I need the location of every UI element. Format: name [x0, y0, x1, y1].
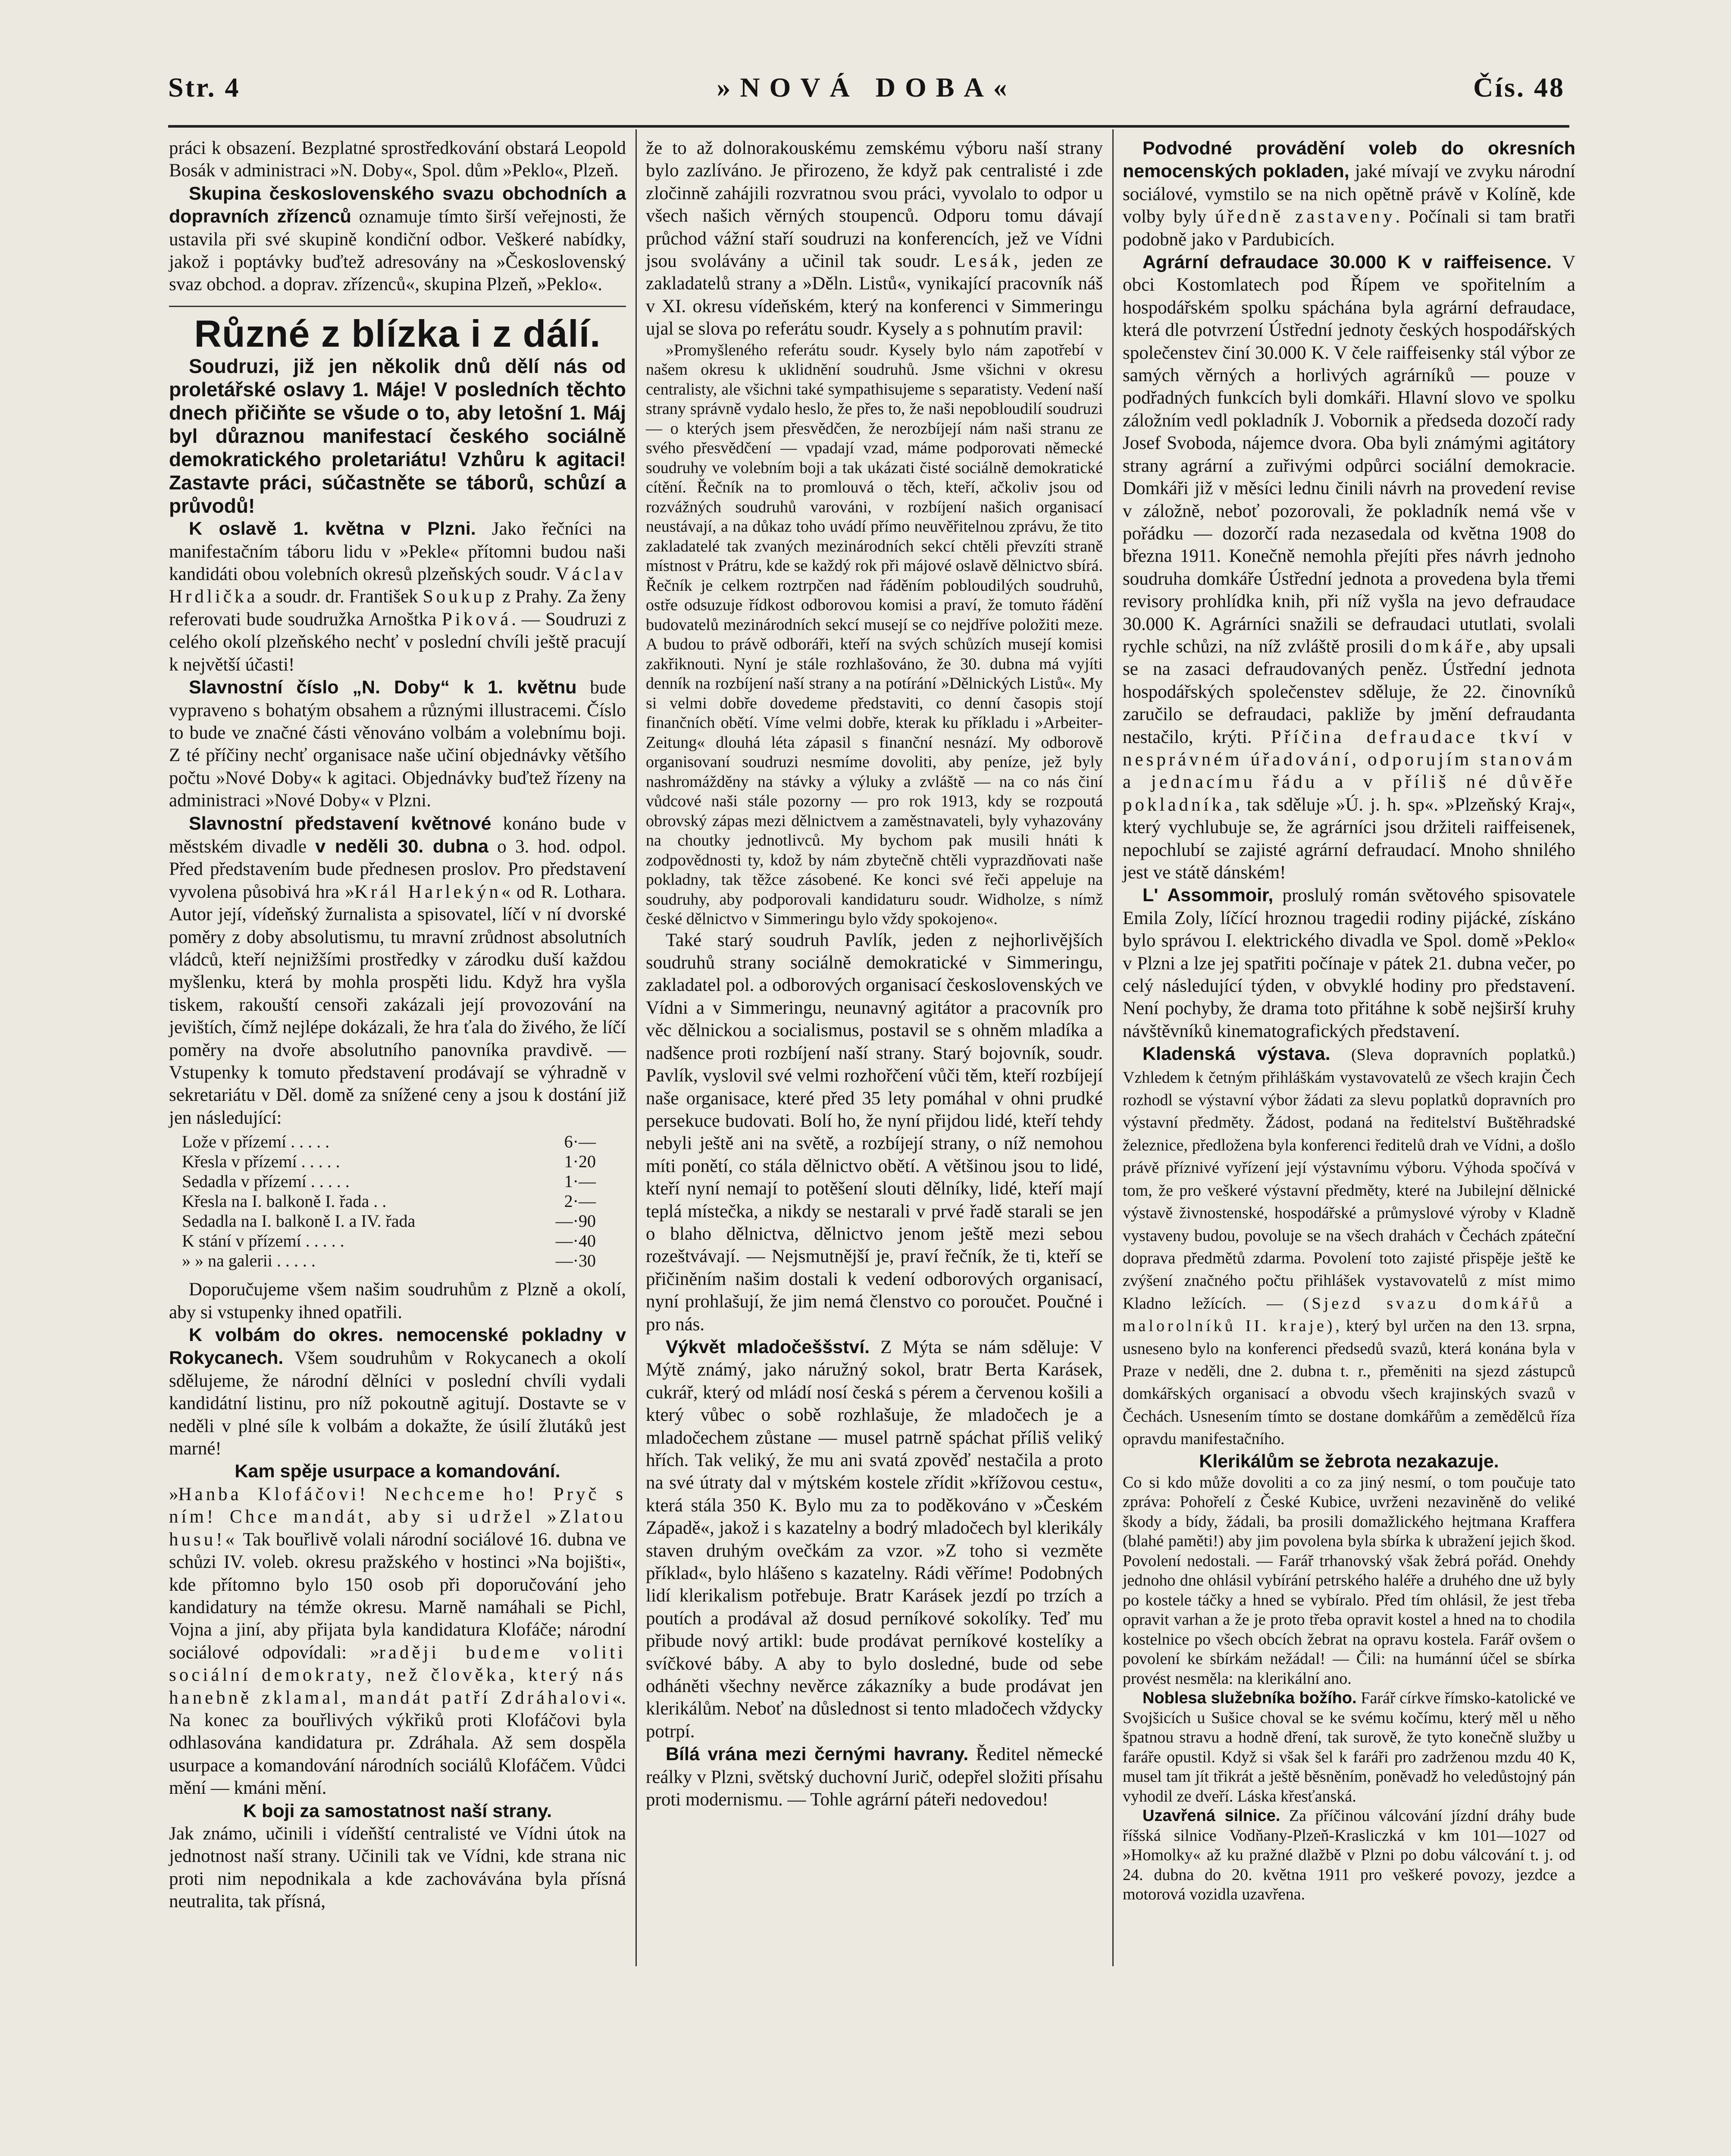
may-day-appeal: Soudruzi, již jen několik dnů dělí nás od proletářské oslavy 1. Máje! V posledních těchto dnech přičiňte se všude o to, aby letošní 1. Máj byl důraznou manifestací českého sociálně demokratického proletariátu! Vzhůru k agitaci! Zastavte práci, súčastněte se táborů, schůzí a průvodů! — [169, 355, 626, 517]
article-continued: že to až dolnorakouskému zemskému výboru naší strany bylo zazlíváno. Je přirozeno, že když pak centralisté i zde zločinně zahájili rozvratnou svou práci, vyvolalo to odpor u všech našich věrných stoupenců. Odporu tomu dávají průchod vážní staří soudruzi na konferencích, jež ve Vídni jsou svolávány a učinil tak soudr. Lesák, jeden ze zakladatelů strany a »Děln. Listů«, vynikající pracovník náš v XI. okresu vídeňském, který na konferenci v Simmeringu ujal se slova po referátu soudr. Kysely a s pohnutím pravil: — [646, 138, 1103, 339]
article-kladenska-vystava: Kladenská výstava. (Sleva dopravních poplatků.) Vzhledem k četným přihláškám vystavovatelů ze všech krajin Čech rozhodl se výstavní výbor žádati za slevu poplatků dopravních pro výstavní předměty. Žádost, podaná na ředitelství Buštěhradské železnice, předložena byla konferenci ředitelů drah ve Vídni, a došlo právě příznivé vyřízení její výstavnímu výboru. Výhoda spočívá v tom, že pro veškeré výstavní předměty, které na Jubilejní dělnické výstavě živnostenské, hospodářské a průmyslové výroby v Kladně vystaveny budou, povoluje se na všech drahách v Čechách zpáteční doprava předmětů zdarma. Povolení toto zajisté přispěje ještě ke zvýšení značného počtu přihlášek vystavovatelů z míst mimo Kladno ležících. — (Sjezd svazu domkářů a malorolníků II. kraje), který byl určen na den 13. srpna, usneseno bylo na konferenci předsedů svazů, která konána byla v Praze v neděli, dne 2. dubna t. r., přeměniti na sjezd zástupců domkářských organisací a obvodu všech krajinských svazů v Čechách. Usnesením tímto se dostane domkářům a zemědělců říza opravdu manifestačního. — [1123, 1044, 1575, 1448]
article-noblesa: Noblesa služebníka božího. Farář církve římsko-katolické ve Svojšicích u Sušice choval se ke svému kočímu, který měl u něho špatnou stravu a hodně dření, tak surově, že tyto konečně služby u faráře opustil. Když si však šel k faráři pro zadrženou mzdu 40 K, musel tam jít třikrát a ještě běsněním, poněvadž ho veledůstojný pán vyhodil ze dveří. Láska křesťanská. — [1123, 1689, 1575, 1805]
table-row: Sedadla v přízemí . . . . . 1·— — [182, 1172, 596, 1191]
speech-quote: »Promyšleného referátu soudr. Kysely bylo nám zapotřebí v našem okresu k uklidnění soudruhů. Jsme všichni v okresu centralisty, ale všichni také sympathisujeme s separatisty. Vedení naší strany správně vydalo heslo, že přes to, že naši nepobloudilí soudruzi — o kterých jsem přesvědčen, že nerozbíjejí nám naši stranu ze svého přesvědčení — vpadají vzad, máme podporovati německé soudruhy ve volebním boji a tak ukázati čisté sociálně demokratické cítění. Řečník na to promlouvá o těch, kteří, ačkoliv jsou od rozvážných soudruhů varováni, v rozbíjení našich organisací neustávají, a na důkaz toho uvádí přímo neuvěřitelnou zprávu, že tito zakladatelé tak zvaných mezinárodních sekcí chtěli převzíti straně místnost v Prátru, kde se každý rok při májové oslavě dělnictvo sbírá. Řečník je celkem roztrpčen nad řáděním pobloudilých soudruhů, ostře odsuzuje řídkost odborovou komisi a praví, že tomuto řádění budovatelů mezinárodních sekcí musejí se co nejdříve položiti meze. A budou to právě odboráři, kteří na svých schůzích musejí komisi zakřiknouti. Nyní je stále rozhlašováno, že 30. dubna má vyjíti denník na rozbíjení naší strany a na potírání »Dělnických Listů«. My si velmi dobře dovedeme představiti, co denní časopis stojí finančních obětí. Víme velmi dobře, kterak ku příkladu i »Arbeiter-Zeitung« dlouhá léta zápasil s finanční nesnází. My odborově organisovaní soudruzi nesmíme dovoliti, aby peníze, jež byly nashromážděny na stávky a výluky a zvláště — na co nás činí vůdcové naši stále pozorny — pro rok 1913, kdy se rozpoutá obrovský zápas mezi dělnictvem a zaměstnavateli, byly vyhazovány na choutky jednotlivců. My bychom pak musili hnáti k zodpovědnosti ty, kdož by nám zbytečně chtěli vyprazdňovati naše pokladny, tak těžce zásobené. Ke konci své řeči appeluje na soudruhy, aby podporovali kandidaturu soudr. Widholze, s nímž české dělnictvo v Simmeringu bylo vždy spokojeno«. — [646, 341, 1103, 928]
article-klerikalum: Co si kdo může dovoliti a co za jiný nesmí, o tom poučuje tato zpráva: Pohořelí z České Kubice, uvrženi nezaviněně do veliké škody a bídy, žádali, ba prosili domažlického hejtmana Kraffera (blahé paměti!) aby jim povolena byla sbírka k ubražení jejich škod. Povolení nedostali. — Farář trhanovský však žebrá pořád. Onehdy jednoho dne ohlásil vybírání petrského haléře a druhého dne už byly po kostele táčky a hned se vybíralo. Před tím ohlásil, že jest třeba opravit varhan a že je proto třeba opravit kostel a hned na to chodila kostelnice po všech obcích žebrat na opravu kostela. Farář ovšem o povolení ke sbírkám nežádal! — Čili: na humánní účel se sbírka provést nesměla: na klerikální ano. — [1123, 1473, 1575, 1688]
column-3 — [1123, 137, 1575, 1905]
article-podvodne: Podvodné provádění voleb do okresních nemocenských pokladen, jaké mívají ve zvyku národní sociálové, vymstilo se na nich opětně právě v Kolíně, kde volby byly úředně zastaveny. Počínali si tam bratři podobně jako v Pardubicích. — [1123, 138, 1575, 250]
table-row: Lože v přízemí . . . . . 6·— — [182, 1132, 596, 1152]
article-heading: Skupina československého svazu obchodních a dopravních zřízenců — [169, 183, 626, 227]
article-agrarni-defraudace: Agrární defraudace 30.000 K v raiffeisence. V obci Kostomlatech pod Řípem ve spořitelním a hospodářském spolku spáchána byla agrární defraudace, která dle potvrzení Ústřední jednoty českých hospodářských společenstev činí 30.000 K. V čele raiffeisenky stál výbor ze samých věrných a horlivých agrárníků — pouze v podřadných funkcích byli domkáři. Hlavní slovo ve spolku záložním vedl pokladník J. Vobornik a předseda dozočí rady Josef Svoboda, nájemce dvora. Oba byli známými agitátory strany agrární a zuřivými odpůrci sociální demokracie. Domkáři již v měsíci lednu činili návrh na provedení revise v záložně, neboť pozorovali, že pokladník nemá vše v pořádku — dozorčí rada nezasedala od května 1908 do března 1911. Konečně nemohla přejíti přes návrh jednoho soudruha domkáře Ústřední jednota a provedena byla třemi revisory prohlídka knih, při níž vyšla na jevo defraudace 30.000 K. Agrárníci snažili se defraudaci ututlati, svolali rychle schůzi, na níž zvláště prosili domkáře, aby upsali se na zasaci defraudovaných peněz. Ústřední jednota hospodářských společenstev sděluje, že 22. činovníků zaručilo se defraudaci, pakliže by jmění defraudanta nestačilo, krýti. Příčina defraudace tkví v nesprávném úřadování, odporujím stanovám a jednacímu řádu a v příliš né důvěře pokladníka, tak sděluje »Ú. j. h. sp«. »Plzeňský Kraj«, který vychlubuje se, že agrárníci jsou držiteli raiffeisenek, nepochlubí se zajisté agrární defraudací. Mnoho shnilého jest ve státě dánském! — [1123, 252, 1575, 883]
column-rule-2 — [1112, 129, 1114, 1966]
ticket-price-table — [169, 1132, 626, 1271]
issue-number: Čís. 48 — [1473, 72, 1565, 103]
table-row: Sedadla na I. balkoně I. a IV. řada —·90 — [182, 1211, 596, 1231]
table-row: Křesla na I. balkoně I. řada . . 2·— — [182, 1191, 596, 1211]
article-vykvet: Výkvět mladočeššství. Z Mýta se nám sděluje: V Mýtě známý, jako náružný sokol, bratr Berta Karásek, cukrář, který od mládí nosí česká s pérem a červenou košili a který vůbec o sobě rozhlašuje, že mladočech je a mladočechem zůstane — musel patrně spáchat příliš veliký hřích. Tak veliký, že mu ani svatá zpověď nestačila a proto na své útraty dal v mýtském kostele zřídit »křížovou cestu«, která stála 350 K. Bylo mu za to poděkováno v »Českém Západě«, jakož i s kazatelny a bodrý mladočech byl klerikály staven druhým ovečkám za vzor. »Z toho si vezměte příklad«, bylo hlášeno s kazatelny. Rádi věříme! Podobných lidí klerikalism potřebuje. Bratr Karásek jezdí po trzích a poutích a prodával až dosud perníkové sokolíky. Teď mu přibude nový artikl: bude prodávat perníkové kostelíky a svíčkové báby. A aby to bylo dosledné, bude od sebe odháněti všechny nevěrce zákazníky a bude prodávat jen klerikálům. Neboť na důslednost si tento mladočech vždycky potrpí. — [646, 1336, 1103, 1742]
section-title: Různé z blízka i z dálí. — [194, 312, 601, 355]
article-k-boji: Jak známo, učinili i vídeňští centralisté ve Vídni útok na jednotnost naší strany. Učinili tak ve Vídni, kde strana nic proti nim nepodnikala a kde zachovávána byla přísná neutralita, tak přísná, — [169, 1823, 626, 1912]
column-rule-1 — [635, 129, 637, 1966]
article-heading: Kam spěje usurpace a komandování. — [235, 1461, 560, 1482]
column-1 — [169, 137, 626, 1913]
newspaper-title: »NOVÁ DOBA« — [717, 72, 1017, 103]
page-number: Str. 4 — [168, 72, 241, 103]
article-assommoir: L' Assommoir, proslulý román světového spisovatele Emila Zoly, líčící hroznou tragedii rodiny pijácké, získáno bylo správou I. elektrického divadla ve Spol. domě »Peklo« v Plzni a lze jej spatřiti počínaje v pátek 21. dubna večer, po celý následující týden, v obvyklé hodiny pro představení. Není pochyby, že drama toto přitáhne k sobě nejširší kruhy návštěvníků kinematografických představení. — [1123, 885, 1575, 1041]
article-k-volbam: K volbám do okres. nemocenské pokladny v Rokycanech. Všem soudruhům v Rokycanech a okolí sdělujeme, že národní dělníci v poslední chvíli vydali kandidátní listinu, pro níž pokoutně agitují. Dostavte se v neděli v plné síle k volbám a dokažte, že úsilí žlutáků jest marné! — [169, 1325, 626, 1459]
article-uzavrena-silnice: Uzavřená silnice. Za příčinou válcování jízdní dráhy bude říšská silnice Vodňany-Plzeň-Krasliczká v km 101—1027 od »Homolky« až ku pražné dlažbě v Plzni po dobu válcování t. j. od 24. dubna do 20. května 1911 pro veškeré povozy, jezdce a motorová vozidla uzavřena. — [1123, 1807, 1575, 1904]
article-skupina: Skupina československého svazu obchodních a dopravních zřízenců oznamuje tímto širší veřejnosti, že ustavila při své skupině kondiční odbor. Veškeré nabídky, jakož i poptávky buďtež adresovány na »Československý svaz obchod. a doprav. zřízenců«, skupina Plzeň, »Peklo«. — [169, 183, 626, 295]
article-k-oslave: K oslavě 1. května v Plzni. Jako řečníci na manifestačním táboru lidu v »Pekle« přítomni budou naši kandidáti obou volebních okresů plzeňských soudr. Václav Hrdlička a soudr. dr. František Soukup z Prahy. Za ženy referovati bude soudružka Arnoštka Piková. — Soudruzi z celého okolí plzeňského nechť v poslední chvíli ještě pracují k největší účasti! — [169, 518, 626, 675]
article-kam-speje: »Hanba Klofáčovi! Nechceme ho! Pryč s ním! Chce mandát, aby si udržel »Zlatou husu!« Tak bouřlivě volali národní sociálové 16. dubna ve schůzi IV. voleb. okresu pražského v hostinci »Na bojišti«, kde přítomno bylo 150 osob při doporučování jeho kandidatury na témže okresu. Marně namáhali se Pichl, Vojna a jiní, aby přijata byla kandidatura Klofáče; národní sociálové odpovídali: »raději budeme voliti sociální demokraty, než člověka, který nás hanebně zklamal, mandát patří Zdráhalovi«. Na konec za bouřlivých výkřiků proti Klofáčovi byla odhlasována kandidatura pr. Zdráhala. Až sem dospěla usurpace a komandování národních sociálů Klofáčem. Vůdci mění — kmáni mění. — [169, 1484, 626, 1799]
article-slavnostni-predstaveni: Slavnostní představení květnové konáno bude v městském divadle v neděli 30. dubna o 3. hod. odpol. Před představením bude přednesen proslov. Pro představení vyvolena působivá hra »Král Harlekýn« od R. Lothara. Autor její, vídeňský žurnalista a spisovatel, líčí v ní dvorské poměry z doby absolutismu, tu mravní zrůdnost absolutních vládců, kteří nejnižšími prostředky v zárodku duší každou myšlenku, která by mohla prospěti lidu. Když hra vyšla tiskem, rakouští censoři zakázali její provozování na jevištích, čímž nejlépe dokázali, že hra ťala do živého, že líčí poměry na dvoře absolutního panovníka pravdivě. — Vstupenky k tomuto představení prodávají se výhradně v sekretariátu v Děl. domě za snížené ceny a jsou k dostání již jen následující: — [169, 813, 626, 1128]
article-pavlik: Také starý soudruh Pavlík, jeden z nejhorlivějších soudruhů strany sociálně demokratické v Simmeringu, zakladatel pol. a odborových organisací československých ve Vídni a v Simmeringu, neunavný agitátor a pracovník pro věc dělnickou a socialismus, postavil se s ohněm mladíka a nadšence proti rozbíjení naší strany. Starý bojovník, soudr. Pavlík, vyslovil své velmi rozhořčení vůči těm, kteří rozbíjejí naše organisace, které před 35 lety pomáhal v ohni prudké persekuce budovati. Bolí ho, že nyní přijdou lidé, kteří tehdy nebyli ještě ani na světě, a rozbíjejí strany, o níž nemohou míti ponětí, co stála dělnictvo obětí. A většinou jsou to lidé, kteří nyní nemají to potěšení slouti dělníky, lidé, kteří mají teplá místečka, a nikdy se nestarali v prvé řadě starali se jen o blaho dělnictva, dělnictvo jenom ještě mezi sebou rozeštvávají. — Nejsmutnější je, praví řečník, že ti, kteří se přičiněním našim dostali k vedení odborových organisací, nyní prohlašují, že jim nemá členstvo co poroučet. Poučné i pro nás. — [646, 930, 1103, 1335]
article-heading: Klerikálům se žebrota nezakazuje. — [1199, 1451, 1499, 1472]
article-bila-vrana: Bílá vrána mezi černými havrany. Ředitel německé reálky v Plzni, světský duchovní Jurič, odepřel složiti přísahu proti modernismu. — Tohle agrární páteři nedovedou! — [646, 1744, 1103, 1810]
table-row: K stání v přízemí . . . . . —·40 — [182, 1231, 596, 1251]
prices-note: Doporučujeme všem našim soudruhům z Plzně a okolí, aby si vstupenky ihned opatřili. — [169, 1279, 626, 1322]
header-rule — [168, 125, 1569, 128]
table-row: Křesla v přízemí . . . . . 1·20 — [182, 1152, 596, 1172]
section-rule — [169, 306, 626, 307]
page-header — [168, 69, 1565, 121]
article-heading: K boji za samostatnost naší strany. — [243, 1800, 552, 1821]
article-intro: práci k obsazení. Bezplatné sprostředkování obstará Leopold Bosák v administraci »N. Doby«, Spol. dům »Peklo«, Plzeň. — [169, 138, 626, 181]
column-2 — [646, 137, 1103, 1811]
article-slavnostni-cislo: Slavnostní číslo „N. Doby“ k 1. květnu bude vypraveno s bohatým obsahem a různými illustracemi. Číslo to bude ve značné části věnováno volbám a volebnímu boji. Z té příčiny nechť organisace naše učiní objednávky většího počtu »Nové Doby« k agitaci. Objednávky buďtež řízeny na administraci »Nové Doby« v Plzni. — [169, 677, 626, 811]
table-row: » » na galerii . . . . . —·30 — [182, 1251, 596, 1271]
